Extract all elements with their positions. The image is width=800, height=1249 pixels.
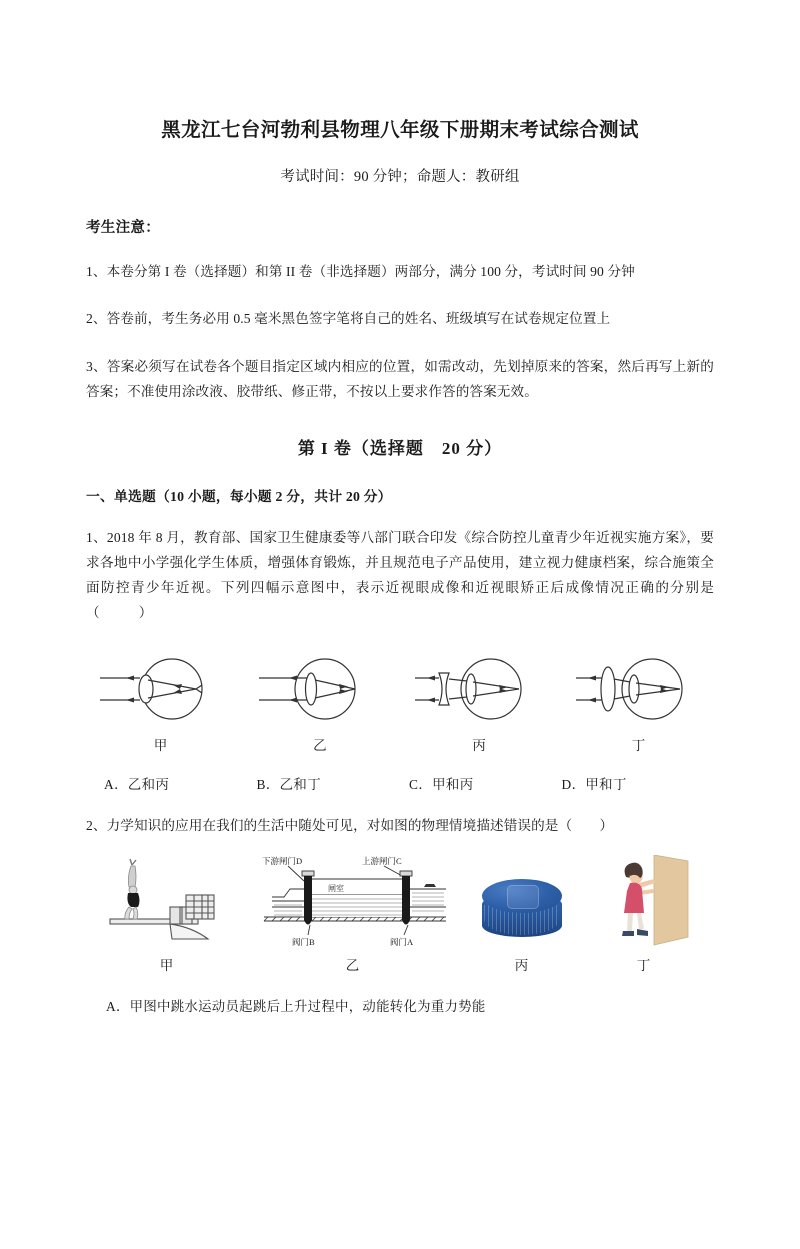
question-1-option-a[interactable]: A．乙和丙: [104, 777, 170, 793]
girl-figure: [622, 862, 655, 935]
lock-label-chamber: 闸室: [328, 883, 344, 893]
question-1-figures: [86, 649, 714, 754]
question-1-stem: [86, 525, 714, 626]
figure-label-jia: 甲: [153, 738, 169, 754]
figure-label-ding: 丁: [631, 738, 647, 754]
exam-page: [0, 118, 800, 1249]
question-1-option-c[interactable]: C．甲和丙: [409, 777, 474, 793]
figure2-label-jia: 甲: [159, 957, 175, 973]
figure-label-bing: 丙: [472, 738, 487, 754]
figure-label-yi: 乙: [313, 738, 328, 754]
notice-item-3: 3、答案必须写在试卷各个题目指定区域内相应的位置，如需改动，先划掉原来的答案，然后再写上新的答案；不准使用涂改液、胶带纸、修正带，不按以上要求作答的答案无效。: [86, 358, 714, 399]
notice-item-1: 1、本卷分第 I 卷（选择题）和第 II 卷（非选择题）两部分，满分 100 分，考试时间 90 分钟: [86, 264, 635, 280]
eye-diagram-yi-icon: [255, 649, 385, 729]
figure-ding-convex-correction: [574, 649, 704, 754]
figure2-label-ding: 丁: [636, 957, 652, 973]
notice-heading: 考生注意：: [86, 220, 160, 237]
question-2-stem: 2、力学知识的应用在我们的生活中随处可见，对如图的物理情境描述错误的是（ ）: [86, 818, 614, 834]
girl-pushing-wall-icon: [596, 855, 692, 949]
question-1-option-d[interactable]: D．甲和丁: [561, 777, 627, 793]
canal-lock-diagram-icon: [258, 855, 448, 949]
question-1-answer-bracket: （ ）: [86, 605, 157, 621]
figure2-yi-canal-lock: [258, 855, 448, 974]
figure-bing-concave-correction: [415, 649, 545, 754]
eye-diagram-bing-icon: [415, 649, 545, 729]
bottle-cap-icon: [480, 875, 564, 949]
lock-label-valve-a: 阀门A: [390, 936, 414, 947]
question-2-option-a[interactable]: A．甲图中跳水运动员起跳后上升过程中，动能转化为重力势能: [106, 998, 486, 1014]
figure2-jia-diving-board: [108, 857, 226, 974]
lock-label-downstream-gate: 下游闸门D: [262, 855, 303, 866]
page-title: 黑龙江七台河勃利县物理八年级下册期末考试综合测试: [161, 120, 639, 141]
eye-diagram-jia-icon: [96, 649, 226, 729]
sub-section-title-single-choice: 一、单选题（10 小题，每小题 2 分，共计 20 分）: [86, 488, 392, 504]
notice-item-2: 2、答卷前，考生务必用 0.5 毫米黑色签字笔将自己的姓名、班级填写在试卷规定位置上: [86, 311, 611, 327]
question-1-option-b[interactable]: B．乙和丁: [256, 777, 321, 793]
figure2-bing-bottle-cap: [480, 875, 564, 974]
question-1-options: [86, 774, 714, 793]
section-title-paper-1: 第 I 卷（选择题 20 分）: [297, 438, 503, 458]
eye-diagram-ding-icon: [574, 649, 704, 729]
boat-icon: [424, 884, 436, 887]
figure2-label-yi: 乙: [345, 957, 361, 973]
figure-yi-normal-eye: [255, 649, 385, 754]
diver-figure-icon: [125, 859, 140, 919]
question-2-figures: [86, 855, 714, 974]
figure-jia-myopia: [96, 649, 226, 754]
figure2-ding-girl-pushing-wall: [596, 855, 692, 974]
lock-label-valve-b: 阀门B: [292, 936, 315, 947]
wall-shape: [654, 855, 688, 945]
lock-label-upstream-gate: 上游闸门C: [362, 855, 402, 866]
figure2-label-bing: 丙: [514, 957, 530, 973]
diving-board-icon: [108, 857, 226, 949]
exam-subtitle: 考试时间：90 分钟；命题人：教研组: [280, 169, 520, 186]
question-1-text: 1、2018 年 8 月，教育部、国家卫生健康委等八部门联合印发《综合防控儿童青少年近视实施方案》，要求各地中小学强化学生体质，增强体育锻炼，并且规范电子产品使用，建立视力健康档案，综合施策全面防控青少年近视。下列四幅示意图中，表示近视眼成像和近视眼矫正后成像情况正确的分别是: [86, 529, 714, 596]
